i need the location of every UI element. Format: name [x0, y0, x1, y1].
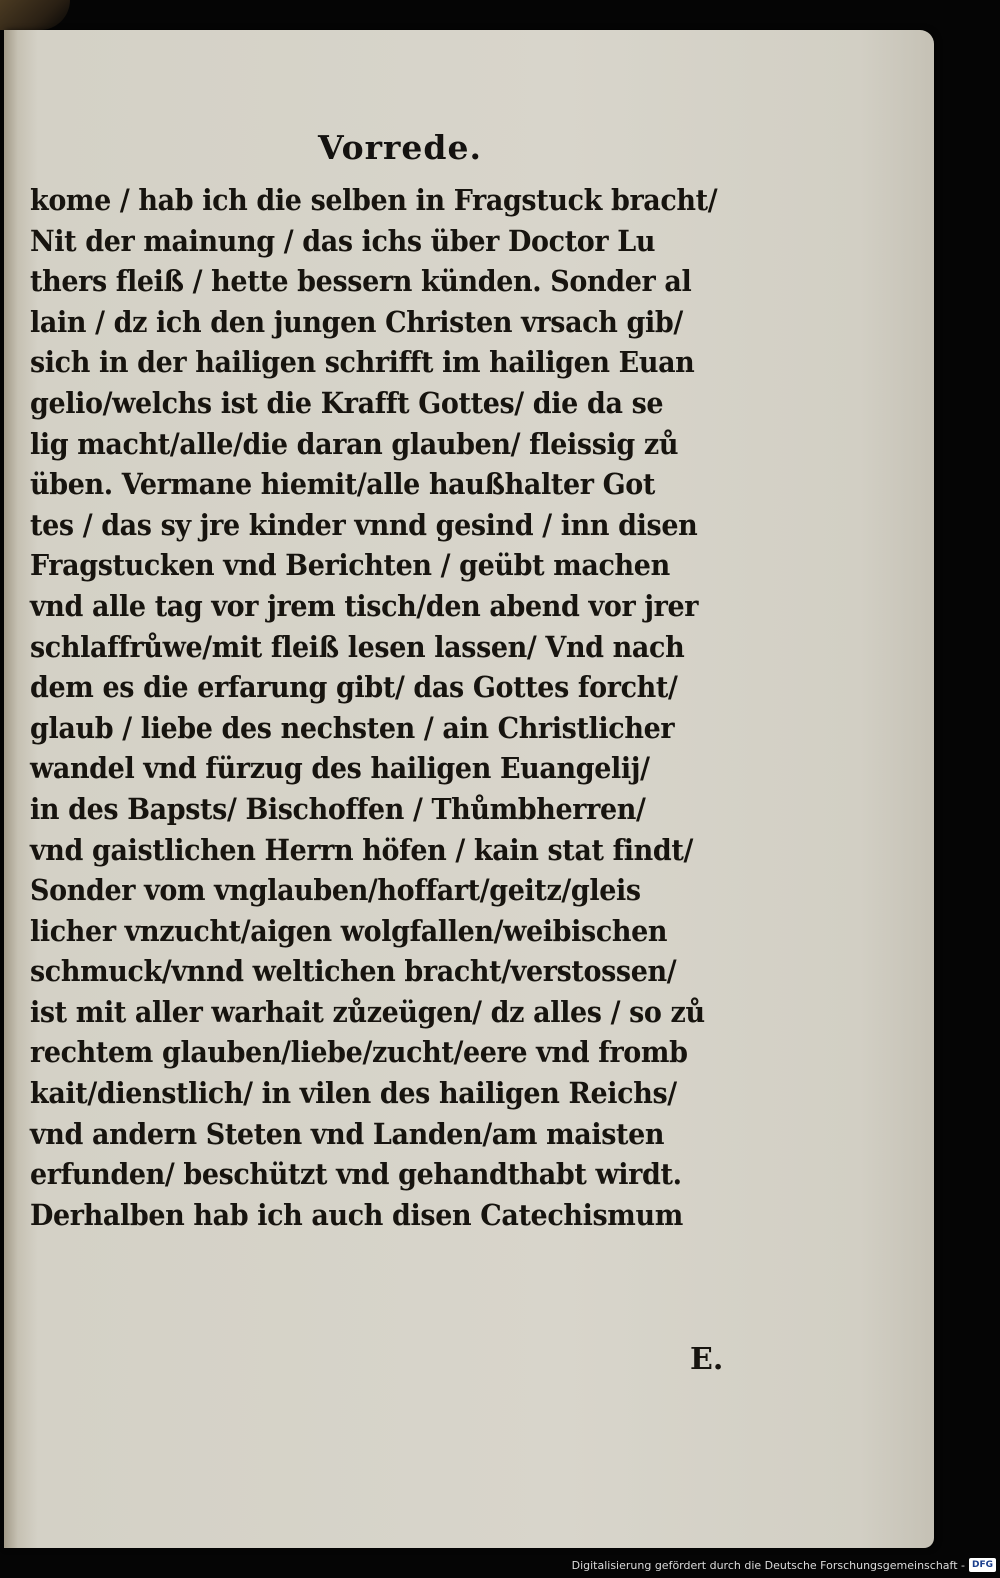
text-line: lig macht/alle/die daran glauben/ fleissig zů	[30, 426, 679, 461]
text-line: vnd andern Steten vnd Landen/am maisten	[30, 1116, 665, 1151]
text-line: erfunden/ beschützt vnd gehandthabt wirdt.	[30, 1157, 682, 1192]
text-line: dem es die erfarung gibt/ das Gottes forcht/	[30, 670, 678, 705]
text-line: vnd alle tag vor jrem tisch/den abend vor jrer	[30, 588, 699, 623]
text-line: lain / dz ich den jungen Christen vrsach gib/	[30, 304, 683, 339]
running-head: Vorrede.	[318, 128, 482, 167]
text-line: glaub / liebe des nechsten / ain Christlicher	[30, 710, 675, 745]
page-text-block	[30, 126, 770, 1235]
text-line: thers fleiß / hette bessern künden. Sonder al	[30, 264, 692, 299]
text-line: ist mit aller warhait zůzeügen/ dz alles / so zů	[30, 994, 705, 1029]
catchword: E.	[690, 1342, 724, 1377]
text-line: vnd gaistlichen Herrn höfen / kain stat findt/	[30, 832, 693, 867]
text-line: licher vnzucht/aigen wolgfallen/weibischen	[30, 913, 668, 948]
dfg-logo-icon: DFG	[969, 1558, 996, 1572]
footer-credit	[572, 1554, 996, 1576]
text-line: Fragstucken vnd Berichten / geübt machen	[30, 548, 670, 583]
text-line: Derhalben hab ich auch disen Catechismum	[30, 1197, 683, 1232]
text-line: schlaffrůwe/mit fleiß lesen lassen/ Vnd nach	[30, 629, 685, 664]
text-line: sich in der hailigen schrifft im hailigen Euan	[30, 345, 695, 380]
text-line: gelio/welchs ist die Krafft Gottes/ die da se	[30, 385, 664, 420]
text-line: Sonder vom vnglauben/hoffart/geitz/gleis	[30, 873, 641, 908]
text-line: wandel vnd fürzug des hailigen Euangelij/	[30, 751, 650, 786]
text-line: schmuck/vnnd weltichen bracht/verstossen/	[30, 954, 677, 989]
text-line: in des Bapsts/ Bischoffen / Thůmbherren/	[30, 791, 646, 826]
text-line: kait/dienstlich/ in vilen des hailigen Reichs/	[30, 1076, 677, 1111]
page-corner-mark	[0, 0, 70, 30]
text-line: tes / das sy jre kinder vnnd gesind / inn disen	[30, 507, 698, 542]
text-line: üben. Vermane hiemit/alle haußhalter Got	[30, 467, 655, 502]
footer-credit-text: Digitalisierung gefördert durch die Deutsche Forschungsgemeinschaft -	[571, 1558, 965, 1572]
text-line: kome / hab ich die selben in Fragstuck bracht/	[30, 183, 718, 217]
book-page	[4, 30, 934, 1548]
text-line: Nit der mainung / das ichs über Doctor Lu	[30, 223, 656, 258]
text-line: rechtem glauben/liebe/zucht/eere vnd fromb	[30, 1035, 688, 1070]
text-lines	[30, 180, 770, 1235]
